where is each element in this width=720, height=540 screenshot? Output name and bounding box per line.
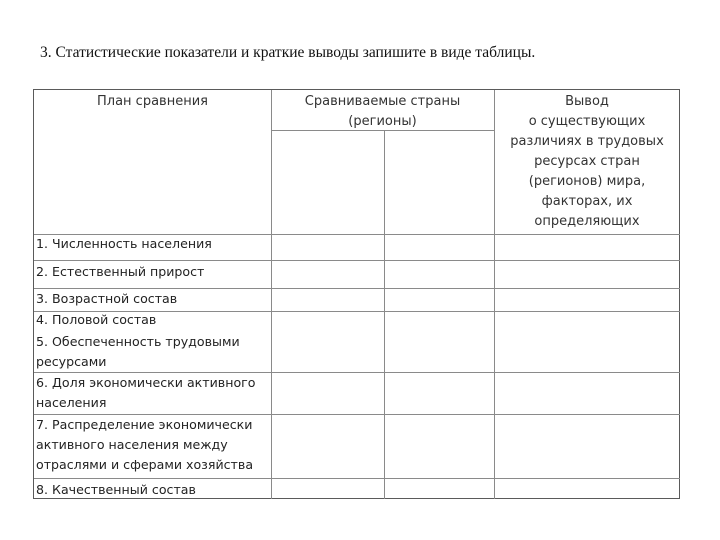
header-plan: План сравнения	[97, 94, 208, 109]
row-label-sex-structure: 4. Половой состав	[36, 312, 157, 327]
task-heading: 3. Статистические показатели и краткие выводы запишите в виде таблицы.	[40, 44, 536, 61]
row-label-natural-growth: 2. Естественный прирост	[36, 264, 205, 279]
row-label-distribution: 7. Распределение экономически активного населения между отраслями и сферами хозяйства	[36, 417, 254, 472]
column-divider	[384, 131, 385, 499]
header-conclusion: Вывод о существующих различиях в трудовых ресурсах стран (регионов) мира, факторах, их определяющих	[510, 94, 664, 229]
row-divider	[34, 478, 680, 479]
header-countries: Сравниваемые страны (регионы)	[304, 94, 461, 129]
row-label-active-share: 6. Доля экономически активного населения	[36, 375, 256, 410]
row-label-quality: 8. Качественный состав	[36, 482, 196, 497]
row-label-labor-supply: 5. Обеспеченность трудовыми ресурсами	[36, 334, 240, 369]
row-label-age-structure: 3. Возрастной состав	[36, 291, 178, 306]
column-divider	[271, 90, 272, 499]
comparison-table	[33, 89, 680, 499]
row-divider	[34, 260, 680, 261]
row-label-population: 1. Численность населения	[36, 236, 212, 251]
